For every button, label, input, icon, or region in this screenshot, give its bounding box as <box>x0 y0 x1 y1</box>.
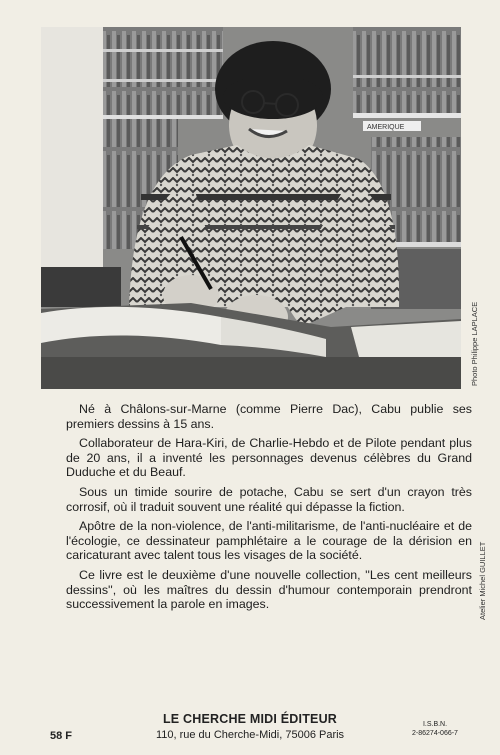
author-photo <box>41 27 461 389</box>
paragraph: Sous un timide sourire de potache, Cabu se sert d'un crayon très corrosif, où il traduit souvent une réalité qui dépasse la fiction. <box>66 484 472 514</box>
paragraph: Apôtre de la non-violence, de l'anti-militarisme, de l'anti-nucléaire et de l'écologie, ce dessinateur pamphlétaire a le courage de la dérision en caricaturant avec talent tous les visages de la société. <box>66 519 472 563</box>
publisher-address: 110, rue du Cherche-Midi, 75006 Paris <box>155 729 345 741</box>
price: 58 F <box>50 730 73 742</box>
publisher-name: LE CHERCHE MIDI ÉDITEUR <box>162 712 338 726</box>
shelf-sign-text: AMERIQUE <box>367 124 405 131</box>
design-credit: Atelier Michel GUILLET <box>478 541 487 620</box>
isbn-block <box>405 720 465 738</box>
isbn-label: I.S.B.N. <box>422 721 448 728</box>
photo-credit: Photo Philippe LAPLACE <box>470 301 479 386</box>
description-text <box>66 402 472 617</box>
paragraph: Collaborateur de Hara-Kiri, de Charlie-Hebdo et de Pilote pendant plus de 20 ans, il a inventé les personnages devenus célèbres du Grand Duduche et du Beauf. <box>66 436 472 480</box>
paragraph: Ce livre est le deuxième d'une nouvelle collection, ''Les cent meilleurs dessins'', où les maîtres du dessin d'humour contemporain prendront successivement la parole en images. <box>66 567 472 612</box>
paragraph: Né à Châlons-sur-Marne (comme Pierre Dac), Cabu publie ses premiers dessins à 15 ans. <box>66 402 472 431</box>
isbn-number: 2-86274-066-7 <box>412 730 458 737</box>
